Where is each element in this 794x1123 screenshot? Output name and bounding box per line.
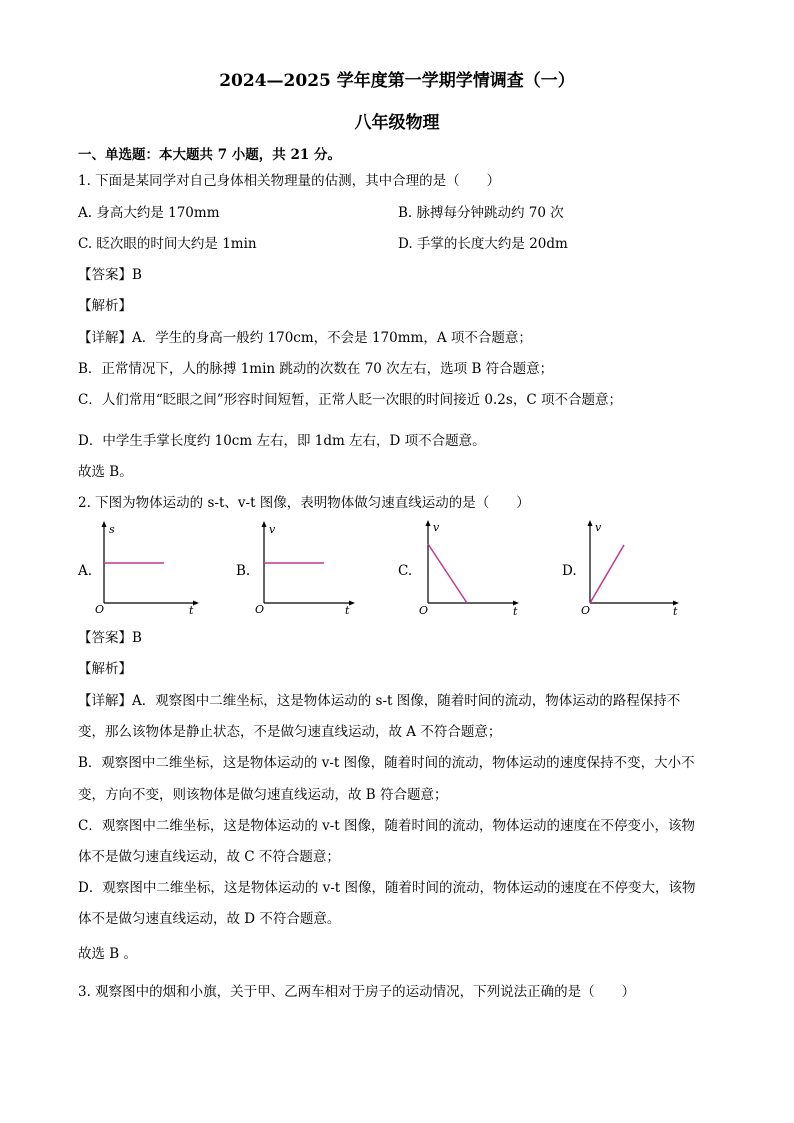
- q2-detail-line: 变，那么该物体是静止状态，不是做匀速直线运动，故 A 不符合题意；: [78, 724, 502, 740]
- q2-graph-a: [92, 520, 202, 616]
- q3-stem: 3. 观察图中的烟和小旗，关于甲、乙两车相对于房子的运动情况，下列说法正确的是（ ）: [78, 984, 636, 1000]
- origin-label: O: [581, 604, 591, 617]
- q2-graph-c-label: C.: [398, 563, 413, 579]
- q2-analysis-label: 【解析】: [78, 661, 132, 677]
- q2-detail-line: 【详解】A．观察图中二维坐标，这是物体运动的 s-t 图像，随着时间的流动，物体运动的路程保持不: [78, 693, 681, 709]
- q2-detail-line: D．观察图中二维坐标，这是物体运动的 v-t 图像，随着时间的流动，物体运动的速度在不停变大，该物: [78, 880, 696, 896]
- motion-line: [590, 545, 624, 603]
- q2-detail-line: C．观察图中二维坐标，这是物体运动的 v-t 图像，随着时间的流动，物体运动的速度在不停变小，该物: [78, 818, 696, 834]
- y-axis-label: v: [433, 521, 440, 534]
- origin-label: O: [419, 604, 429, 617]
- q2-answer: 【答案】B: [78, 630, 142, 646]
- q2-graph-d-label: D.: [562, 563, 577, 579]
- q1-detail-line: 【详解】A．学生的身高一般约 170cm，不会是 170mm，A 项不合题意；: [78, 330, 532, 346]
- x-axis-label: t: [673, 605, 678, 618]
- y-axis-label: v: [269, 523, 276, 536]
- q1-option-b: B. 脉搏每分钟跳动约 70 次: [398, 205, 564, 221]
- q2-graph-b-label: B.: [236, 563, 251, 579]
- exam-title: 2024—2025 学年度第一学期学情调查（一）: [219, 71, 575, 91]
- origin-label: O: [255, 603, 265, 616]
- q2-graph-d: [578, 518, 688, 618]
- q1-option-a: A. 身高大约是 170mm: [78, 205, 220, 221]
- q1-conclusion: 故选 B。: [78, 464, 133, 480]
- y-axis-arrow: [588, 520, 593, 526]
- q1-stem: 1. 下面是某同学对自己身体相关物理量的估测，其中合理的是（ ）: [78, 173, 501, 189]
- y-axis-arrow: [262, 521, 267, 527]
- origin-label: O: [95, 603, 105, 616]
- q2-graph-a-label: A.: [78, 563, 93, 579]
- x-axis-label: t: [345, 604, 350, 617]
- q2-detail-line: 体不是做匀速直线运动，故 C 不符合题意；: [78, 849, 340, 865]
- q2-graph-c: [416, 518, 526, 618]
- y-axis-arrow: [426, 520, 431, 526]
- section-heading: 一、单选题：本大题共 7 小题，共 21 分。: [78, 147, 341, 163]
- q1-option-c: C. 眨次眼的时间大约是 1min: [78, 236, 257, 252]
- y-axis-label: s: [109, 523, 115, 536]
- q1-answer: 【答案】B: [78, 267, 142, 283]
- q2-conclusion: 故选 B 。: [78, 946, 138, 962]
- q1-detail-line: B．正常情况下，人的脉搏 1min 跳动的次数在 70 次左右，选项 B 符合题意；: [78, 361, 554, 377]
- q2-graph-b: [252, 520, 362, 616]
- exam-subtitle: 八年级物理: [354, 113, 440, 133]
- q1-detail-line: D．中学生手掌长度约 10cm 左右，即 1dm 左右，D 项不合题意。: [78, 433, 486, 449]
- q2-detail-line: 变，方向不变，则该物体是做匀速直线运动，故 B 符合题意；: [78, 787, 448, 803]
- q1-detail-line: C．人们常用“眨眼之间”形容时间短暂，正常人眨一次眼的时间接近 0.2s，C 项不合题意；: [78, 392, 622, 408]
- q1-option-d: D. 手掌的长度大约是 20dm: [398, 236, 568, 252]
- x-axis-label: t: [513, 605, 518, 618]
- q1-analysis-label: 【解析】: [78, 298, 132, 314]
- x-axis-arrow: [349, 601, 355, 606]
- y-axis-arrow: [102, 521, 107, 527]
- motion-line: [428, 544, 467, 603]
- q2-stem: 2. 下图为物体运动的 s-t、v-t 图像，表明物体做匀速直线运动的是（ ）: [78, 495, 530, 511]
- y-axis-label: v: [595, 521, 602, 534]
- q2-detail-line: B．观察图中二维坐标，这是物体运动的 v-t 图像，随着时间的流动，物体运动的速度保持不变，大小不: [78, 755, 695, 771]
- x-axis-label: t: [189, 604, 194, 617]
- q2-detail-line: 体不是做匀速直线运动，故 D 不符合题意。: [78, 911, 341, 927]
- x-axis-arrow: [193, 601, 199, 606]
